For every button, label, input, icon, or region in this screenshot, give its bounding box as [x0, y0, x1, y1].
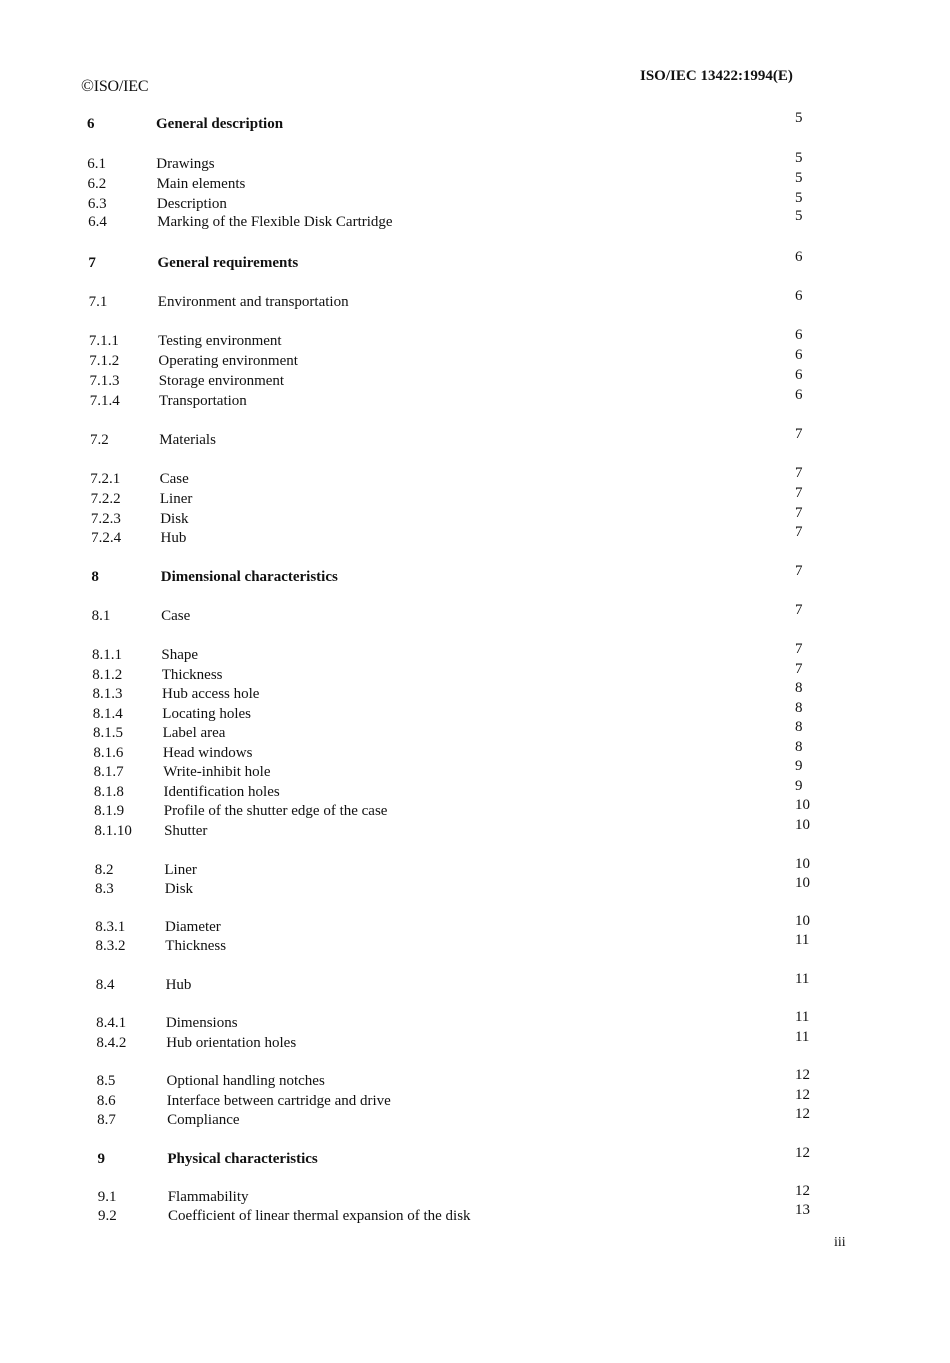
- toc-page: 11: [794, 971, 810, 987]
- toc-title: Liner: [164, 862, 197, 878]
- toc-number: 8.1.1: [91, 647, 122, 663]
- toc-entry: [87, 150, 815, 174]
- toc-number: 8.1.9: [94, 803, 125, 819]
- toc-page: 6: [794, 288, 803, 304]
- toc-title: Thickness: [161, 667, 223, 683]
- toc-title: Physical characteristics: [167, 1151, 318, 1167]
- toc-entry: [94, 817, 815, 841]
- toc-number: 9.1: [97, 1189, 117, 1205]
- document-id: ISO/IEC 13422:1994(E): [640, 68, 793, 84]
- toc-page: 12: [794, 1106, 810, 1122]
- toc-title: Materials: [159, 432, 216, 448]
- toc-title: Testing environment: [158, 333, 282, 349]
- toc-page: 7: [794, 485, 803, 501]
- toc-entry: [93, 739, 815, 763]
- toc-title: Thickness: [165, 938, 227, 954]
- toc-page: 7: [794, 505, 803, 521]
- toc-title: Interface between cartridge and drive: [166, 1093, 391, 1109]
- toc-entry: [91, 602, 815, 626]
- toc-title: Transportation: [159, 393, 247, 409]
- toc-page: 8: [794, 739, 803, 755]
- toc-entry: [91, 563, 815, 587]
- toc-number: 6.1: [87, 156, 107, 172]
- toc-entry: [88, 327, 815, 351]
- toc-title: Description: [156, 196, 227, 212]
- toc-number: 8.3.1: [95, 919, 126, 935]
- toc-entry: [95, 971, 815, 995]
- toc-page: 11: [794, 1029, 810, 1045]
- toc-title: Main elements: [156, 176, 246, 192]
- toc-entry: [88, 249, 815, 273]
- toc-title: Profile of the shutter edge of the case: [163, 803, 388, 819]
- toc-title: Diameter: [165, 919, 221, 935]
- toc-title: Optional handling notches: [166, 1073, 325, 1089]
- toc-entry: [92, 700, 815, 724]
- toc-title: Case: [159, 471, 189, 487]
- toc-title: Flammability: [167, 1189, 249, 1205]
- toc-entry: [97, 1183, 815, 1207]
- toc-page: 7: [794, 661, 803, 677]
- toc-number: 8.1: [91, 608, 111, 624]
- toc-page: 13: [795, 1202, 810, 1218]
- toc-entry: [89, 367, 815, 391]
- toc-page: 10: [794, 817, 810, 833]
- toc-number: 6: [87, 116, 95, 132]
- toc-number: 7.2.2: [90, 491, 121, 507]
- toc-title: Write-inhibit hole: [163, 764, 271, 780]
- toc-entry: [87, 170, 815, 194]
- toc-number: 8.4.2: [96, 1035, 127, 1051]
- toc-page: 6: [794, 347, 803, 363]
- toc-page: 5: [794, 190, 803, 206]
- toc-title: General requirements: [157, 255, 299, 271]
- toc-number: 8.1.8: [93, 784, 124, 800]
- toc-page: 6: [795, 387, 803, 403]
- toc-page: 7: [794, 563, 803, 579]
- toc-number: 8.1.5: [93, 725, 124, 741]
- toc-number: 8.6: [96, 1093, 116, 1109]
- toc-page: 7: [794, 465, 803, 481]
- toc-number: 8.5: [96, 1073, 116, 1089]
- toc-title: Hub: [160, 530, 187, 546]
- toc-number: 8.3: [94, 881, 114, 897]
- toc-page: 5: [794, 150, 803, 166]
- toc-entry: [88, 288, 815, 312]
- toc-entry: [95, 932, 815, 956]
- toc-entry: [90, 465, 815, 489]
- toc-page: 9: [794, 758, 803, 774]
- toc-number: 8.7: [97, 1112, 116, 1128]
- toc-title: Dimensional characteristics: [160, 569, 338, 585]
- toc-entry: [87, 190, 815, 214]
- toc-title: Case: [161, 608, 191, 624]
- toc-title: Liner: [159, 491, 193, 507]
- toc-number: 6.2: [87, 176, 107, 192]
- toc-page: 10: [794, 875, 810, 891]
- toc-page: 8: [794, 700, 803, 716]
- toc-number: 7.2: [90, 432, 109, 448]
- toc-page: 8: [795, 680, 803, 696]
- toc-number: 8.3.2: [95, 938, 126, 954]
- toc-entry: [97, 1145, 815, 1169]
- toc-entry: [89, 347, 815, 371]
- toc-entry: [96, 1067, 815, 1091]
- toc-page: 7: [794, 426, 803, 442]
- toc-title: Disk: [164, 881, 194, 897]
- toc-entry: [97, 1106, 815, 1130]
- toc-page: 10: [795, 913, 810, 929]
- toc-page: 7: [795, 524, 803, 540]
- toc-page: 6: [795, 249, 803, 265]
- toc-page: 11: [794, 932, 810, 948]
- toc-title: Shape: [161, 647, 199, 663]
- toc-entry: [93, 778, 815, 802]
- toc-entry: [94, 797, 815, 821]
- toc-number: 7.1.2: [89, 353, 120, 369]
- toc-page: 7: [794, 602, 803, 618]
- toc-entry: [96, 1087, 815, 1111]
- toc-page: 5: [795, 110, 803, 126]
- toc-number: 7.2.4: [91, 530, 122, 546]
- toc-page: 6: [794, 367, 803, 383]
- toc-entry: [96, 1029, 815, 1053]
- toc-entry: [91, 524, 815, 548]
- toc-number: 8.1.6: [93, 745, 124, 761]
- toc-number: 8.1.2: [92, 667, 123, 683]
- toc-number: 8.4: [95, 977, 115, 993]
- toc-page: 5: [794, 208, 803, 224]
- toc-entry: [93, 758, 815, 782]
- toc-title: Coefficient of linear thermal expansion of the disk: [168, 1208, 471, 1224]
- toc-entry: [94, 856, 815, 880]
- toc-title: Head windows: [162, 745, 253, 761]
- toc-number: 7.1: [88, 294, 108, 310]
- toc-entry: [96, 1009, 815, 1033]
- toc-entry: [91, 641, 815, 665]
- toc-title: Drawings: [156, 156, 215, 172]
- toc-number: 8.4.1: [96, 1015, 127, 1031]
- toc-entry: [94, 875, 815, 899]
- toc-page: 8: [794, 719, 803, 735]
- toc-number: 8.1.3: [92, 686, 123, 702]
- toc-page: 9: [795, 778, 803, 794]
- toc-title: Compliance: [167, 1112, 240, 1128]
- toc-page: 12: [794, 1145, 810, 1161]
- toc-page: 12: [794, 1183, 810, 1199]
- toc-number: 7.1.3: [89, 373, 120, 389]
- toc-entry: [92, 661, 815, 685]
- toc-entry: [98, 1202, 815, 1226]
- toc-title: Disk: [160, 511, 189, 527]
- toc-title: Hub: [165, 977, 192, 993]
- toc-number: 7.1.1: [88, 333, 119, 349]
- header-org: ISO/IEC: [93, 78, 149, 95]
- toc-title: Identification holes: [163, 784, 280, 800]
- toc-page: 10: [794, 797, 810, 813]
- toc-entry: [95, 913, 815, 937]
- toc-entry: [89, 387, 815, 411]
- toc-entry: [88, 208, 815, 232]
- toc-number: 6.3: [87, 196, 107, 212]
- toc-page: 6: [794, 327, 803, 343]
- toc-number: 6.4: [88, 214, 107, 230]
- toc-entry: [90, 485, 815, 509]
- toc-title: Label area: [162, 725, 226, 741]
- toc-title: Marking of the Flexible Disk Cartridge: [157, 214, 393, 230]
- toc-title: General description: [156, 116, 284, 132]
- toc-number: 7: [88, 255, 96, 271]
- toc-entry: [90, 505, 815, 529]
- toc-page: 11: [794, 1009, 810, 1025]
- toc-page: 12: [795, 1067, 810, 1083]
- toc-title: Hub access hole: [162, 686, 260, 702]
- toc-number: 8.1.7: [93, 764, 124, 780]
- toc-page: 5: [794, 170, 803, 186]
- toc-number: 8.1.10: [94, 823, 132, 839]
- toc-number: 9: [97, 1151, 105, 1167]
- toc-number: 8.1.4: [92, 706, 123, 722]
- toc-number: 7.1.4: [89, 393, 120, 409]
- copyright-symbol: ©: [81, 76, 94, 95]
- toc-entry: [87, 110, 815, 134]
- toc-number: 8.2: [94, 862, 114, 878]
- toc-entry: [92, 680, 816, 704]
- toc-title: Storage environment: [158, 373, 285, 389]
- toc-title: Operating environment: [158, 353, 298, 369]
- toc-title: Locating holes: [162, 706, 252, 722]
- toc-number: 7.2.3: [90, 511, 121, 527]
- toc-page: 10: [794, 856, 810, 872]
- toc-number: 9.2: [98, 1208, 117, 1224]
- toc-entry: [93, 719, 815, 743]
- toc-entry: [90, 426, 815, 450]
- toc-page: 7: [794, 641, 803, 657]
- toc-title: Shutter: [164, 823, 208, 839]
- toc-number: 7.2.1: [90, 471, 121, 487]
- toc-title: Environment and transportation: [157, 294, 349, 310]
- page-number: iii: [834, 1235, 846, 1250]
- toc-page: 12: [794, 1087, 810, 1103]
- toc-number: 8: [91, 569, 99, 585]
- toc-title: Hub orientation holes: [166, 1035, 297, 1051]
- toc-title: Dimensions: [165, 1015, 238, 1031]
